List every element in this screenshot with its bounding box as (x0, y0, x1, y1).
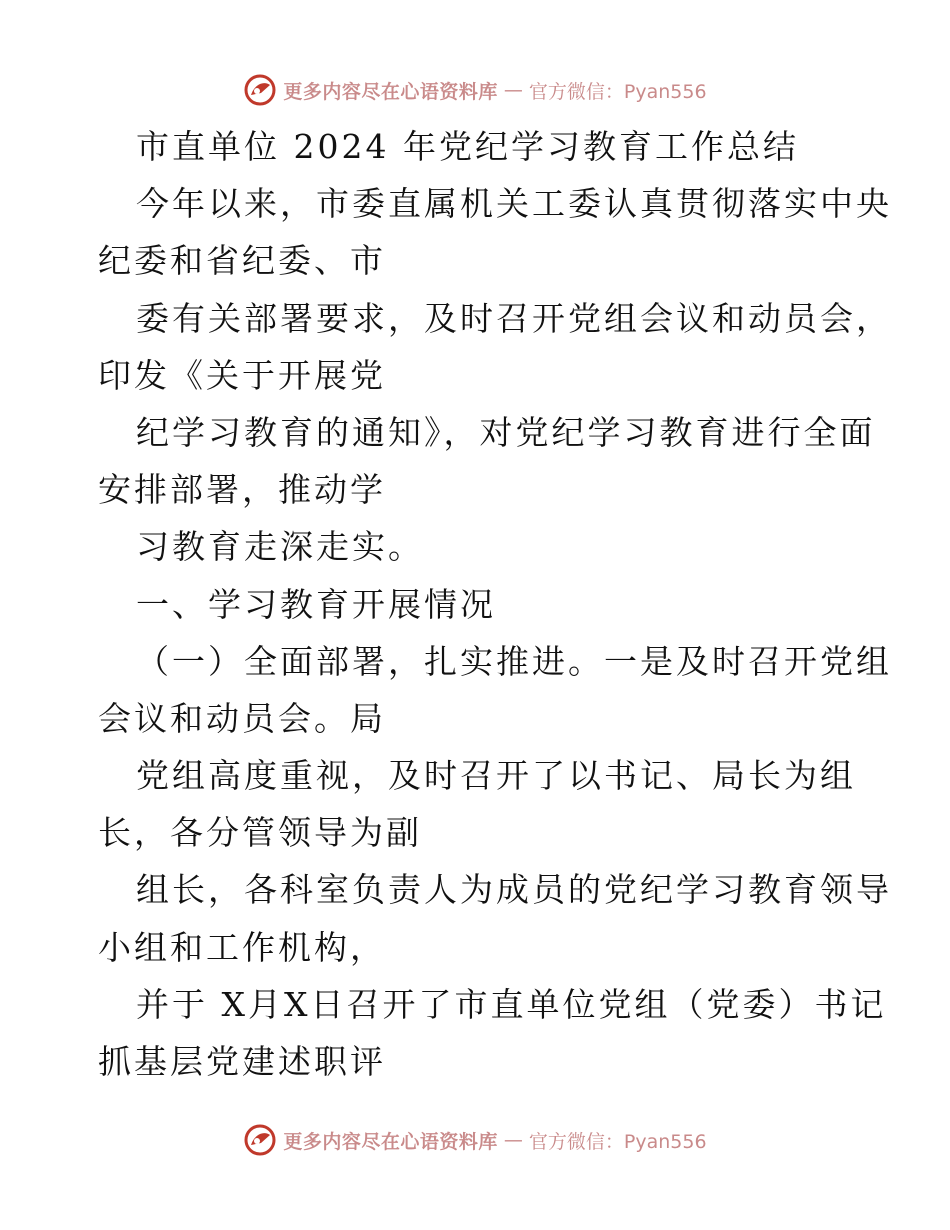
text-line: 印发《关于开展党 (98, 355, 386, 395)
text-line: 党组高度重视，及时召开了以书记、局长为组 (136, 756, 856, 796)
watermark-separator: — (503, 1129, 523, 1151)
document-title: 市直单位 2024 年党纪学习教育工作总结 (136, 127, 799, 166)
text-line: 并于 X月X日召开了市直单位党组（党委）书记 (136, 984, 887, 1024)
footer-watermark (0, 1120, 950, 1160)
logo-icon (243, 73, 277, 107)
text-line: 今年以来，市委直属机关工委认真贯彻落实中央 (136, 184, 892, 224)
text-line: 委有关部署要求，及时召开党组会议和动员会， (136, 298, 892, 338)
text-line: （一）全面部署，扎实推进。一是及时召开党组 (136, 641, 892, 681)
section-heading: 一、学习教育开展情况 (136, 584, 496, 624)
watermark-text: 更多内容尽在心语资料库 (283, 1130, 498, 1153)
document-body (98, 118, 892, 1090)
watermark-separator: — (503, 79, 523, 101)
text-line: 组长，各科室负责人为成员的党纪学习教育领导 (136, 870, 892, 910)
text-line: 会议和动员会。局 (98, 698, 386, 738)
text-line: 小组和工作机构， (98, 927, 386, 967)
watermark-text: 更多内容尽在心语资料库 (283, 80, 498, 103)
text-line: 长，各分管领导为副 (98, 813, 422, 853)
text-line: 纪委和省纪委、市 (98, 241, 386, 281)
text-line: 纪学习教育的通知》，对党纪学习教育进行全面 (136, 412, 876, 452)
text-line: 习教育走深走实。 (136, 527, 424, 567)
watermark-wechat: 官方微信：Pyan556 (528, 80, 707, 103)
text-line: 抓基层党建述职评 (98, 1042, 386, 1081)
text-line: 安排部署，推动学 (98, 470, 386, 510)
watermark-wechat: 官方微信：Pyan556 (528, 1130, 707, 1153)
logo-icon (243, 1123, 277, 1157)
header-watermark (0, 70, 950, 110)
